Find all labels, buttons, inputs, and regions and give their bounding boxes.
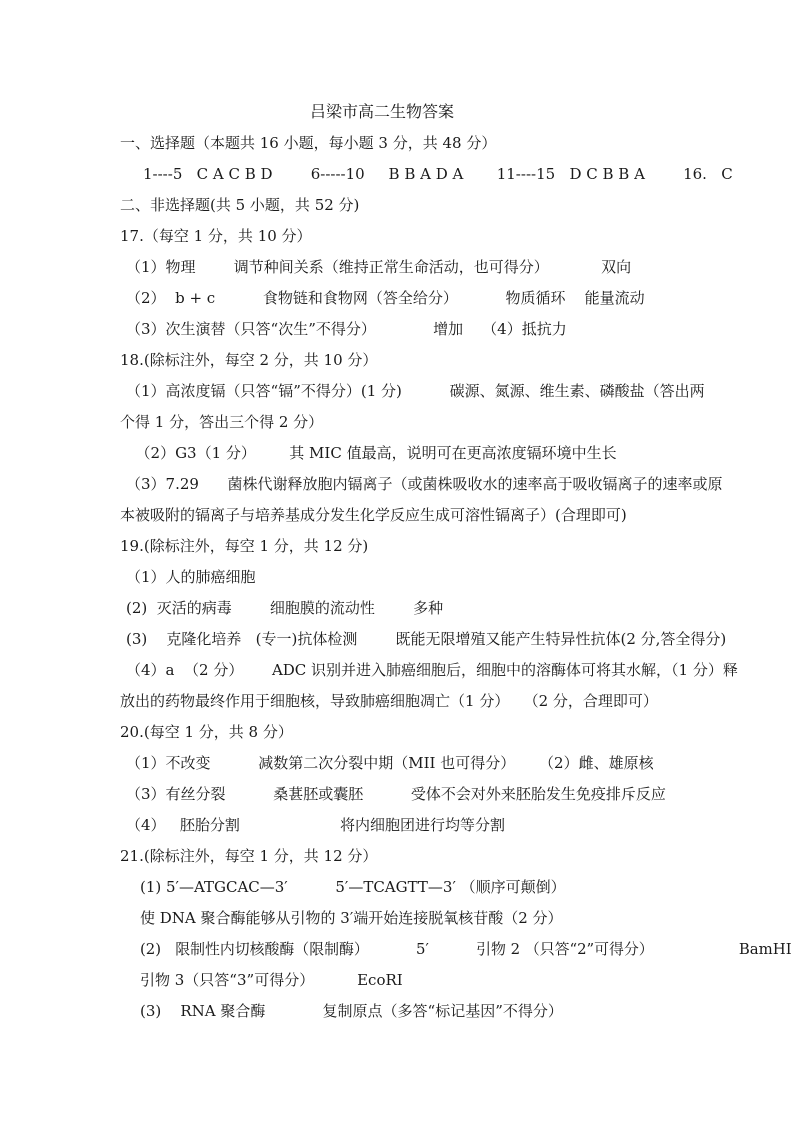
q21-heading: 21.(除标注外，每空 1 分，共 12 分） bbox=[120, 847, 378, 865]
q21-line-1: (1) 5′—ATGCAC—3′ 5′—TCAGTT—3′ （顺序可颠倒） bbox=[140, 878, 566, 896]
q20-line-3: （4） 胚胎分割 将内细胞团进行均等分割 bbox=[126, 816, 505, 834]
q19-line-3: (3) 克隆化培养 (专一)抗体检测 既能无限增殖又能产生特异性抗体(2 分,答全得分) bbox=[126, 630, 727, 648]
q18-line-3-cont: 本被吸附的镉离子与培养基成分发生化学反应生成可溶性镉离子）(合理即可) bbox=[120, 506, 627, 524]
q19-line-2: (2) 灭活的病毒 细胞膜的流动性 多种 bbox=[126, 599, 444, 617]
q19-heading: 19.(除标注外，每空 1 分，共 12 分) bbox=[120, 537, 369, 555]
q20-heading: 20.(每空 1 分，共 8 分） bbox=[120, 723, 293, 741]
page-title: 吕梁市高二生物答案 bbox=[310, 102, 455, 121]
q20-line-2: （3）有丝分裂 桑葚胚或囊胚 受体不会对外来胚胎发生免疫排斥反应 bbox=[126, 785, 666, 803]
q19-line-4: （4）a （2 分） ADC 识别并进入肺癌细胞后，细胞中的溶酶体可将其水解，（1 分）释 bbox=[126, 661, 738, 679]
q19-line-1: （1）人的肺癌细胞 bbox=[126, 568, 256, 586]
q18-line-1-cont: 个得 1 分，答出三个得 2 分） bbox=[120, 413, 324, 431]
q19-line-4-cont: 放出的药物最终作用于细胞核，导致肺癌细胞凋亡（1 分） （2 分，合理即可） bbox=[120, 692, 658, 710]
q21-line-1-cont: 使 DNA 聚合酶能够从引物的 3′端开始连接脱氧核苷酸（2 分） bbox=[140, 909, 563, 927]
section-2-heading: 二、非选择题(共 5 小题，共 52 分) bbox=[120, 196, 360, 214]
q17-heading: 17.（每空 1 分，共 10 分） bbox=[120, 227, 312, 245]
section-1-heading: 一、选择题（本题共 16 小题，每小题 3 分，共 48 分） bbox=[120, 134, 497, 152]
q21-line-2: (2) 限制性内切核酸酶（限制酶） 5′ 引物 2 （只答“2”可得分） BamHI bbox=[140, 940, 792, 958]
q17-line-2: （2） b + c 食物链和食物网（答全给分） 物质循环 能量流动 bbox=[126, 289, 645, 307]
q18-line-3: （3）7.29 菌株代谢释放胞内镉离子（或菌株吸收水的速率高于吸收镉离子的速率或原 bbox=[126, 475, 723, 493]
q18-line-1: （1）高浓度镉（只答“镉”不得分）(1 分) 碳源、氮源、维生素、磷酸盐（答出两 bbox=[126, 382, 705, 400]
q21-line-2-cont: 引物 3（只答“3”可得分） EcoRI bbox=[140, 971, 403, 989]
q21-line-3: (3) RNA 聚合酶 复制原点（多答“标记基因”不得分） bbox=[140, 1002, 563, 1020]
q17-line-3: （3）次生演替（只答“次生”不得分） 增加 （4）抵抗力 bbox=[126, 320, 567, 338]
q17-line-1: （1）物理 调节种间关系（维持正常生命活动，也可得分） 双向 bbox=[126, 258, 632, 276]
q18-line-2: （2）G3（1 分） 其 MIC 值最高，说明可在更高浓度镉环境中生长 bbox=[126, 444, 617, 462]
q20-line-1: （1）不改变 减数第二次分裂中期（MII 也可得分） （2）雌、雄原核 bbox=[126, 754, 654, 772]
choice-answers: 1----5 C A C B D 6-----10 B B A D A 11----15 D C B B A 16. C bbox=[143, 165, 733, 183]
q18-heading: 18.(除标注外，每空 2 分，共 10 分） bbox=[120, 351, 378, 369]
